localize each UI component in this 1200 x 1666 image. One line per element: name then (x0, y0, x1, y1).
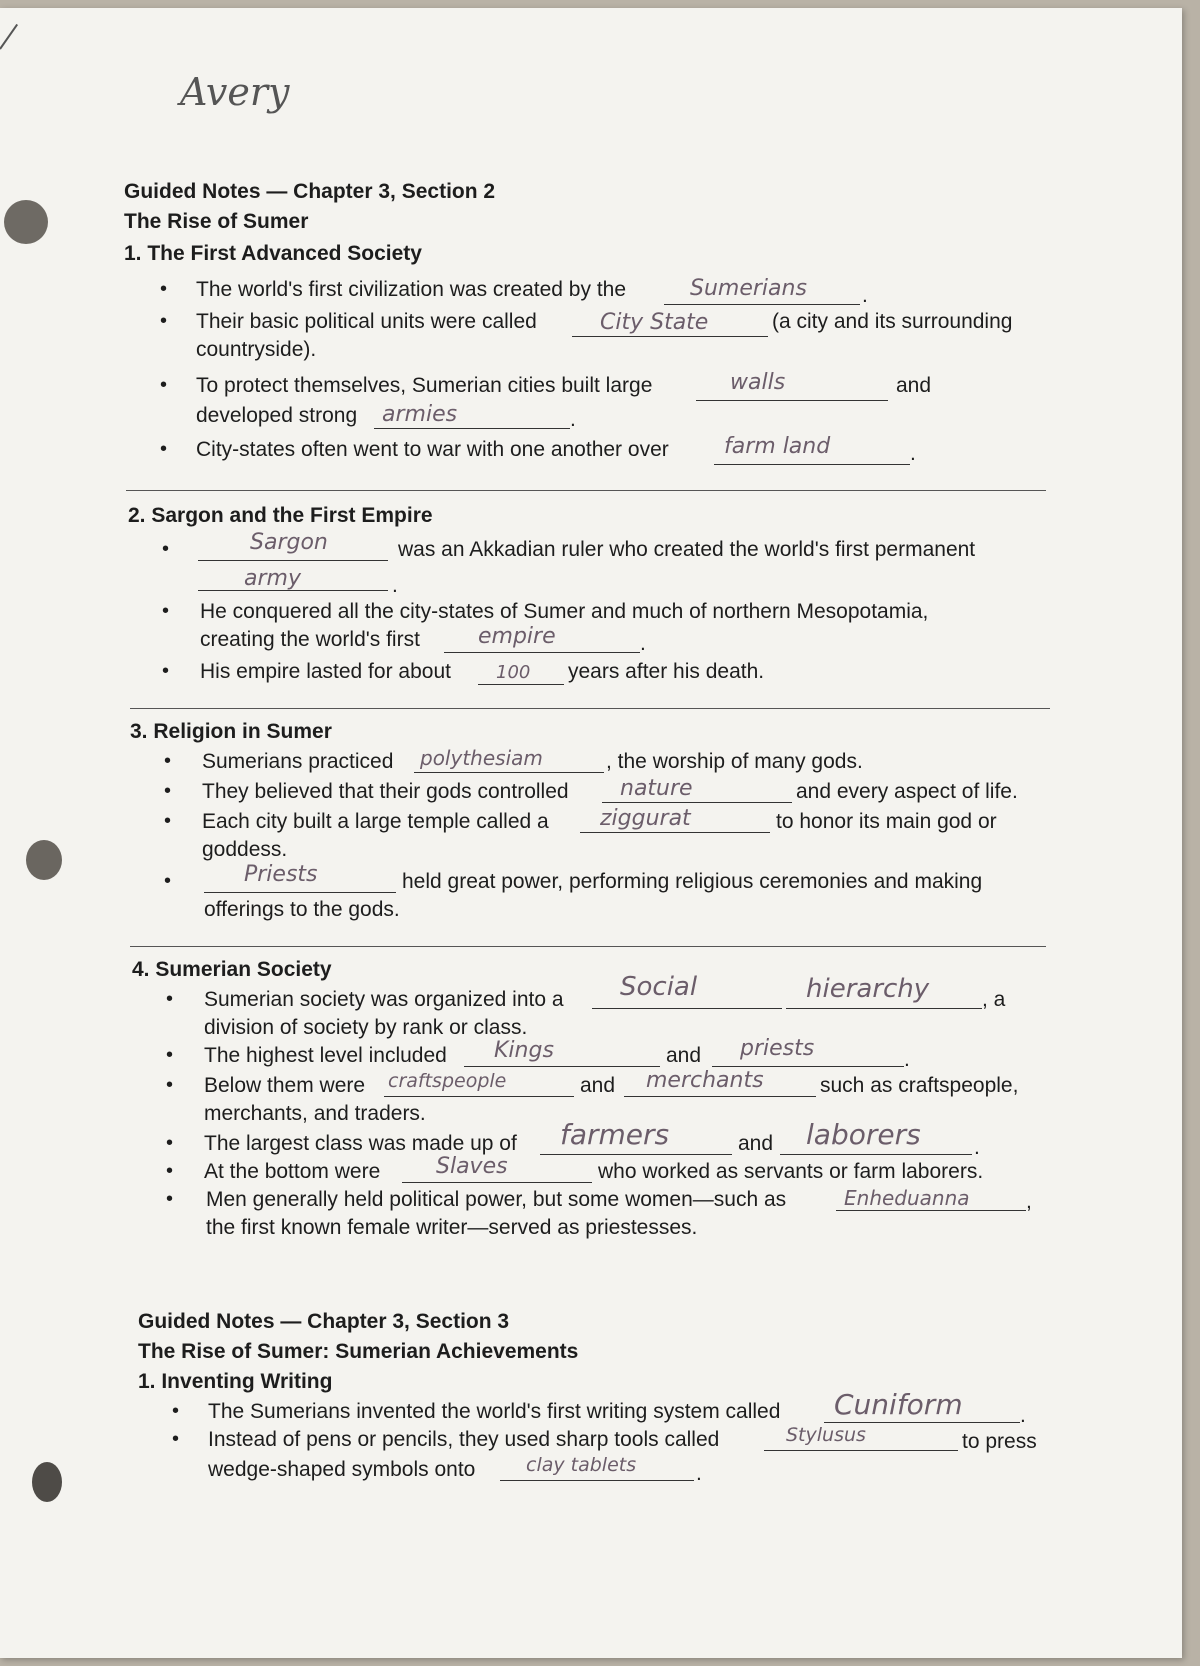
answer-blank (572, 336, 768, 337)
answer-blank (714, 464, 910, 465)
answer-blank (824, 1422, 1020, 1423)
answer-blank (602, 802, 792, 803)
answer-blank (624, 1096, 816, 1097)
note-text: The largest class was made up of (204, 1132, 517, 1155)
note-text: held great power, performing religious ceremonies and making (402, 870, 983, 893)
answer-fill: polythesiam (420, 746, 543, 770)
bullet-icon: • (160, 310, 168, 332)
punch-hole (26, 840, 62, 880)
section-heading: 1. Inventing Writing (138, 1370, 333, 1393)
answer-fill: nature (620, 776, 693, 801)
answer-blank (764, 1450, 958, 1451)
bullet-icon: • (160, 438, 168, 460)
divider (130, 708, 1050, 709)
note-text: (a city and its surrounding (772, 310, 1013, 333)
note-text: His empire lasted for about (200, 660, 451, 683)
answer-fill: ziggurat (600, 806, 691, 831)
answer-fill: 100 (496, 662, 531, 683)
answer-blank (374, 428, 570, 429)
bullet-icon: • (164, 750, 172, 772)
punctuation: . (974, 1136, 980, 1159)
answer-fill: armies (382, 402, 458, 427)
note-text: Men generally held political power, but some women—such as (206, 1188, 787, 1211)
note-text: merchants, and traders. (204, 1102, 426, 1125)
bullet-icon: • (172, 1400, 180, 1422)
punctuation: . (696, 1462, 702, 1485)
worksheet-subtitle: The Rise of Sumer (124, 210, 309, 233)
answer-fill: Sumerians (690, 276, 807, 301)
note-text: Sumerians practiced (202, 750, 394, 773)
answer-fill: clay tablets (526, 1454, 637, 1476)
note-text: to honor its main god or (776, 810, 997, 833)
bullet-icon: • (162, 600, 170, 622)
note-text: division of society by rank or class. (204, 1016, 528, 1039)
answer-blank (444, 652, 640, 653)
bullet-icon: • (166, 1132, 174, 1154)
note-text: Each city built a large temple called a (202, 810, 549, 833)
bullet-icon: • (164, 870, 172, 892)
section-heading: 4. Sumerian Society (132, 958, 332, 981)
note-text: countryside). (196, 338, 317, 361)
note-text: Sumerian society was organized into a (204, 988, 564, 1011)
answer-fill: farmers (560, 1118, 670, 1151)
answer-fill: walls (730, 370, 786, 395)
student-name: Avery (180, 70, 290, 114)
note-text: The highest level included (204, 1044, 447, 1067)
punch-hole (32, 1462, 62, 1502)
bullet-icon: • (172, 1428, 180, 1450)
note-text: and (666, 1044, 702, 1067)
divider (126, 490, 1046, 491)
punctuation: . (862, 284, 868, 307)
note-text: , a (982, 988, 1006, 1011)
answer-blank (402, 1182, 592, 1183)
answer-blank (786, 1008, 982, 1009)
note-text: and every aspect of life. (796, 780, 1018, 803)
note-text: Below them were (204, 1074, 366, 1097)
note-text: At the bottom were (204, 1160, 381, 1183)
bullet-icon: • (162, 538, 170, 560)
note-text: who worked as servants or farm laborers. (598, 1160, 984, 1183)
bullet-icon: • (166, 988, 174, 1010)
answer-blank (592, 1008, 782, 1009)
answer-fill: empire (478, 624, 556, 649)
answer-fill: City State (600, 310, 709, 335)
note-text: and (580, 1074, 616, 1097)
pencil-mark (0, 24, 18, 50)
answer-fill: laborers (806, 1118, 921, 1151)
answer-blank (540, 1154, 732, 1155)
answer-fill: Cuniform (834, 1388, 963, 1421)
answer-blank (198, 560, 388, 561)
section-heading: 1. The First Advanced Society (124, 242, 422, 265)
worksheet-subtitle: The Rise of Sumer: Sumerian Achievements (138, 1340, 579, 1363)
punctuation: . (904, 1048, 910, 1071)
bullet-icon: • (162, 660, 170, 682)
punctuation: , (1026, 1190, 1032, 1213)
note-text: such as craftspeople, (820, 1074, 1019, 1097)
answer-blank (580, 832, 770, 833)
note-text: and (896, 374, 932, 397)
punctuation: . (910, 442, 916, 465)
answer-blank (478, 684, 564, 685)
note-text: The world's first civilization was created by the (196, 278, 627, 301)
bullet-icon: • (164, 810, 172, 832)
answer-blank (696, 400, 888, 401)
answer-blank (780, 1154, 972, 1155)
answer-fill: merchants (646, 1068, 764, 1093)
worksheet-title: Guided Notes — Chapter 3, Section 3 (138, 1310, 510, 1333)
note-text: creating the world's first (200, 628, 420, 651)
punctuation: . (640, 632, 646, 655)
note-text: the first known female writer—served as priestesses. (206, 1216, 698, 1239)
note-text: offerings to the gods. (204, 898, 400, 921)
answer-blank (464, 1066, 660, 1067)
note-text: , the worship of many gods. (606, 750, 863, 773)
answer-fill: Priests (244, 862, 318, 887)
answer-fill: craftspeople (388, 1070, 507, 1092)
note-text: to press (962, 1430, 1037, 1453)
answer-blank (414, 772, 604, 773)
answer-blank (712, 1066, 904, 1067)
answer-blank (836, 1210, 1026, 1211)
bullet-icon: • (166, 1188, 174, 1210)
answer-fill: priests (740, 1036, 815, 1061)
answer-fill: Slaves (436, 1154, 508, 1179)
divider (130, 946, 1046, 947)
note-text: They believed that their gods controlled (202, 780, 569, 803)
answer-fill: hierarchy (806, 974, 930, 1004)
bullet-icon: • (166, 1074, 174, 1096)
note-text: was an Akkadian ruler who created the world's first permanent (398, 538, 976, 561)
bullet-icon: • (160, 374, 168, 396)
answer-fill: Stylusus (786, 1424, 866, 1446)
bullet-icon: • (164, 780, 172, 802)
answer-blank (500, 1480, 694, 1481)
note-text: He conquered all the city-states of Sumer and much of northern Mesopotamia, (200, 600, 929, 623)
note-text: goddess. (202, 838, 288, 861)
worksheet-paper (0, 8, 1182, 1658)
punctuation: . (392, 574, 398, 597)
answer-blank (664, 304, 860, 305)
note-text: developed strong (196, 404, 358, 427)
answer-fill: farm land (724, 434, 831, 459)
answer-fill: army (244, 566, 301, 591)
punctuation: . (1020, 1404, 1026, 1427)
section-heading: 3. Religion in Sumer (130, 720, 332, 743)
note-text: To protect themselves, Sumerian cities built large (196, 374, 653, 397)
note-text: years after his death. (568, 660, 765, 683)
bullet-icon: • (160, 278, 168, 300)
bullet-icon: • (166, 1160, 174, 1182)
note-text: Their basic political units were called (196, 310, 537, 333)
answer-blank (384, 1096, 574, 1097)
answer-fill: Kings (494, 1038, 554, 1063)
punch-hole (4, 200, 48, 244)
bullet-icon: • (166, 1044, 174, 1066)
answer-fill: Enheduanna (844, 1186, 970, 1210)
note-text: The Sumerians invented the world's first writing system called (208, 1400, 781, 1423)
answer-blank (204, 892, 396, 893)
note-text: wedge-shaped symbols onto (208, 1458, 476, 1481)
worksheet-title: Guided Notes — Chapter 3, Section 2 (124, 180, 496, 203)
answer-fill: Social (620, 972, 698, 1002)
section-heading: 2. Sargon and the First Empire (128, 504, 433, 527)
answer-fill: Sargon (250, 530, 328, 555)
note-text: City-states often went to war with one another over (196, 438, 669, 461)
note-text: Instead of pens or pencils, they used sharp tools called (208, 1428, 720, 1451)
note-text: and (738, 1132, 774, 1155)
punctuation: . (570, 408, 576, 431)
